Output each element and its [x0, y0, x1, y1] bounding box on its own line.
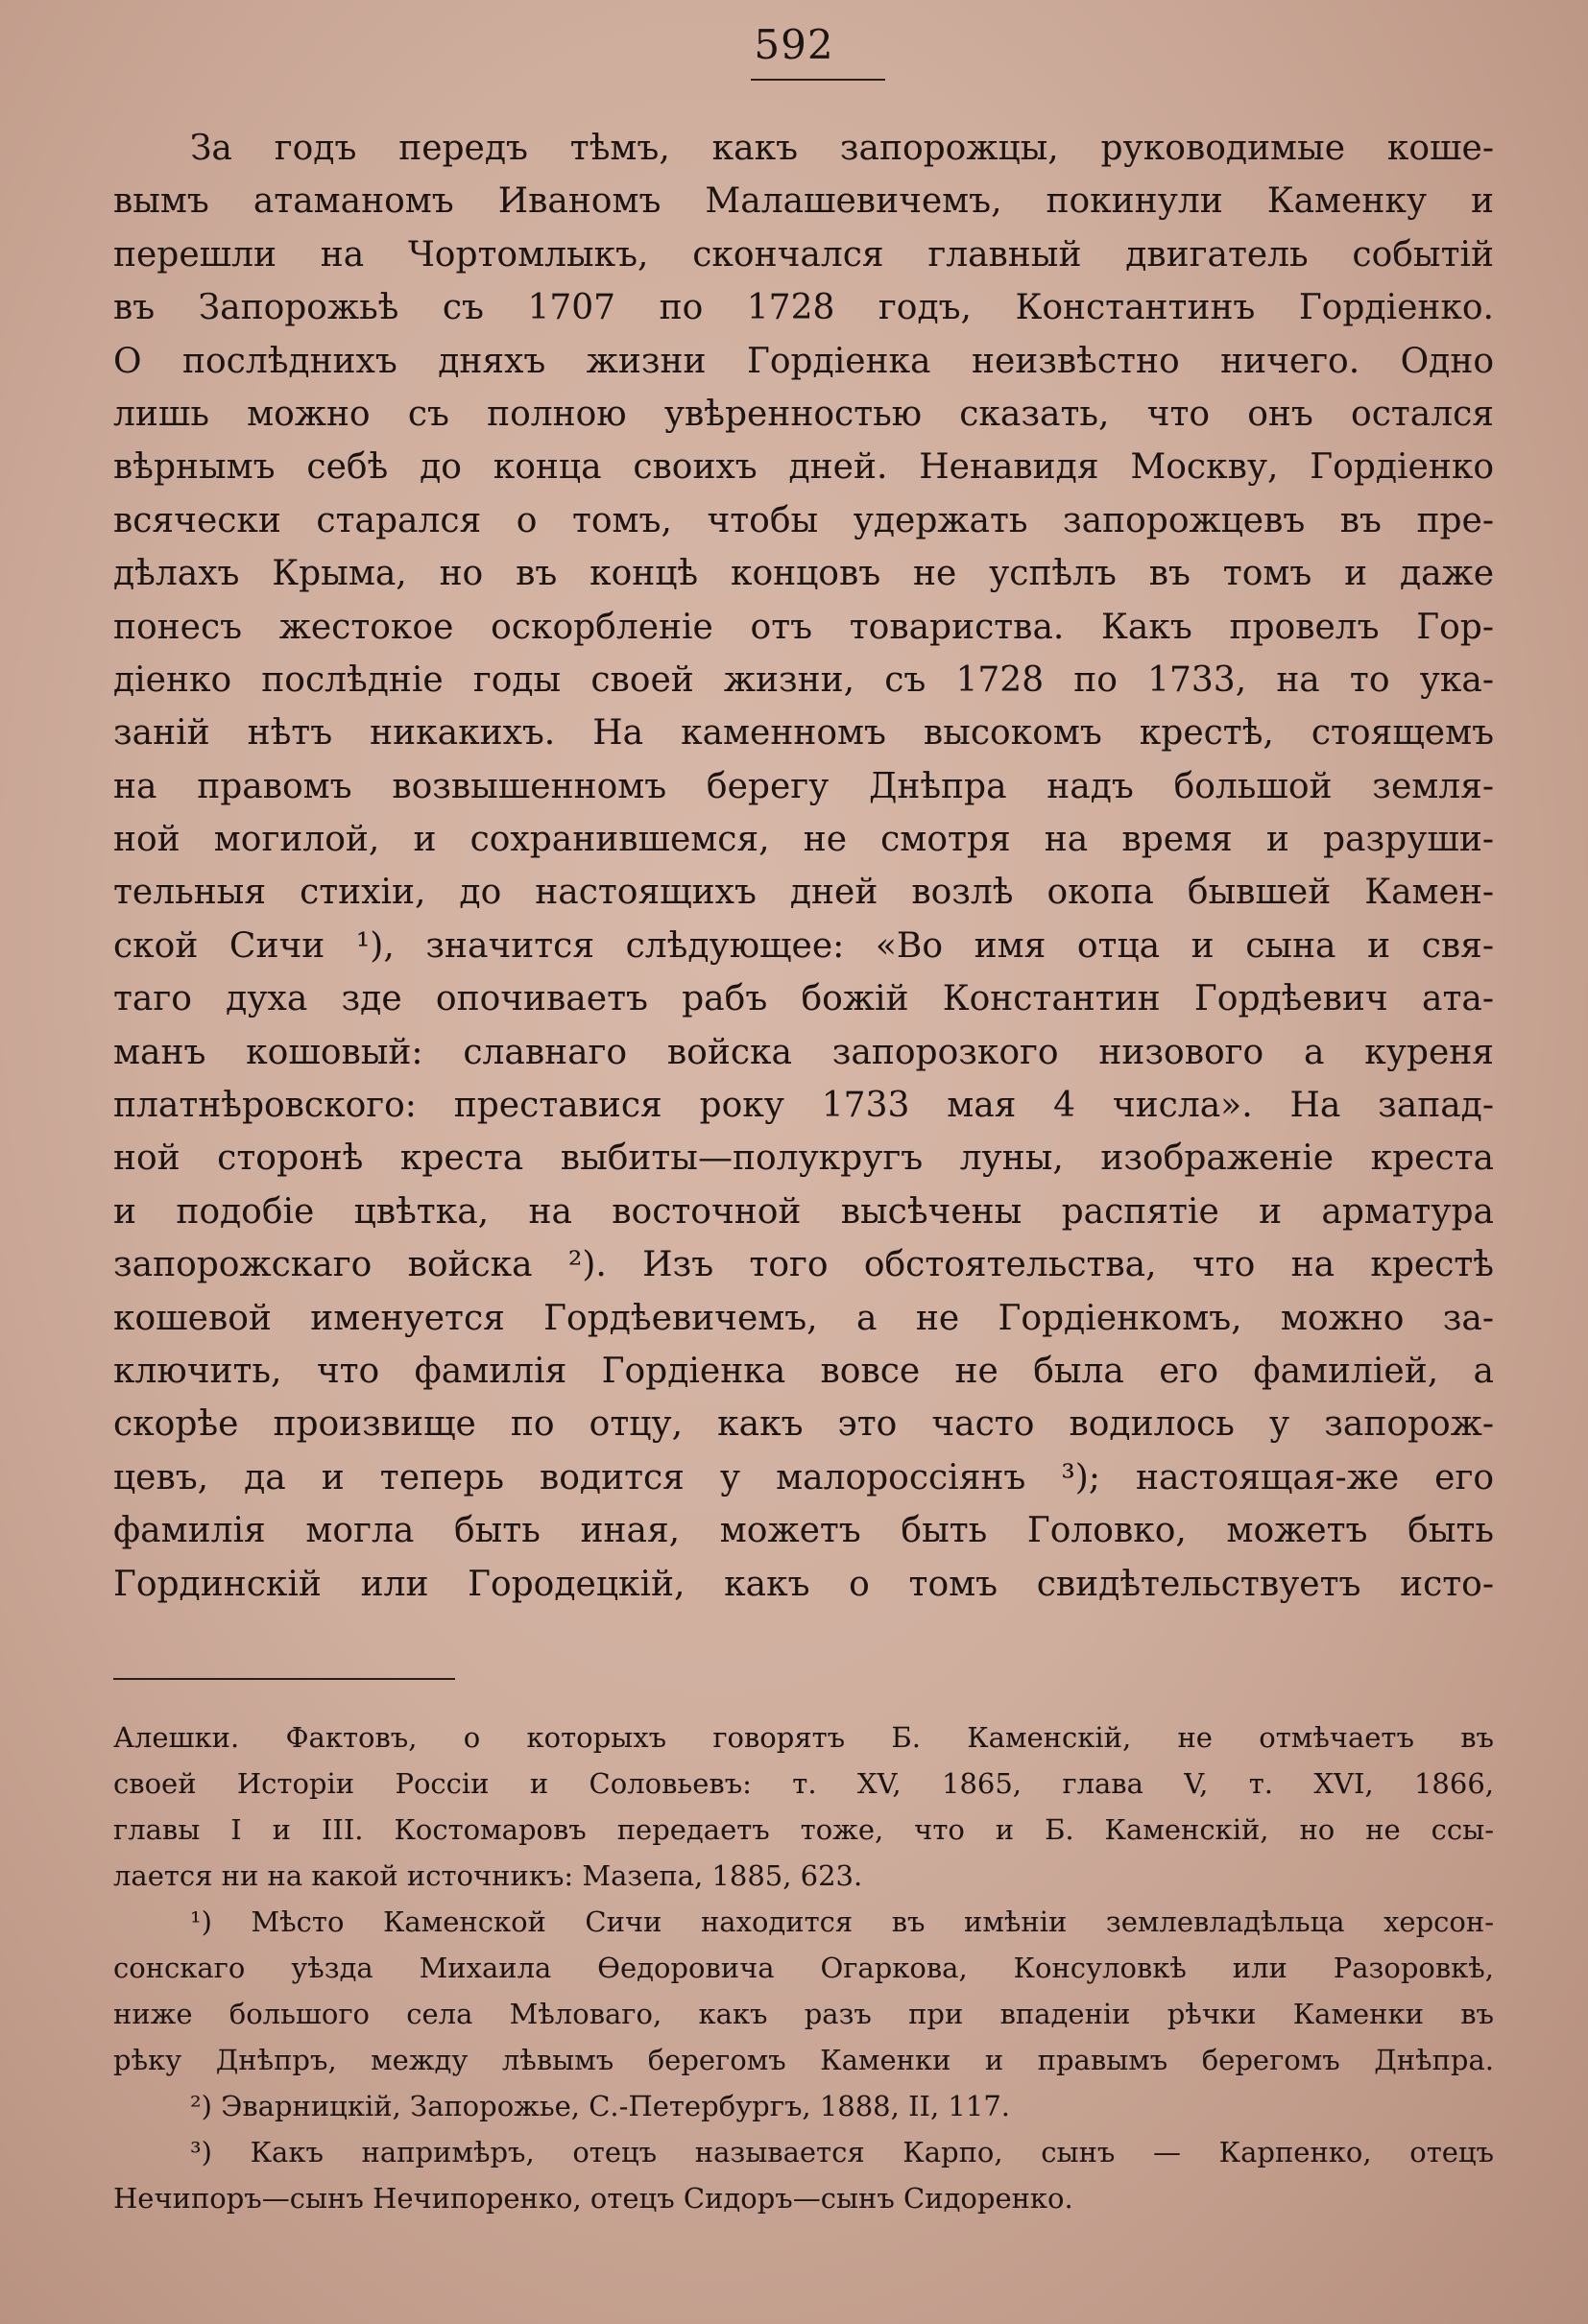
footnote-2: ²) Эварницкій, Запорожье, С.-Петербургъ, 1888, II, 117. — [190, 2090, 1010, 2122]
text-line: За годъ передъ тѣмъ, какъ запорожцы, руководимые коше- — [190, 129, 1494, 168]
page-number: 592 — [754, 21, 834, 68]
main-text — [113, 122, 1494, 1611]
footnote-line: лается ни на какой источникъ: Мазепа, 1885, 623. — [113, 1859, 863, 1892]
page-number-rule — [751, 79, 885, 81]
text-line: на правомъ возвышенномъ берегу Днѣпра надъ большой земля- — [113, 766, 1494, 806]
footnote-line: рѣку Днѣпръ, между лѣвымъ берегомъ Каменки и правымъ берегомъ Днѣпра. — [113, 2044, 1494, 2076]
footnote-line: Алешки. Фактовъ, о которыхъ говорятъ Б. Каменскій, не отмѣчаетъ въ — [113, 1721, 1494, 1754]
text-line: вымъ атаманомъ Иваномъ Малашевичемъ, покинули Каменку и — [113, 181, 1494, 222]
text-line: кошевой именуется Гордѣевичемъ, а не Гордіенкомъ, можно за- — [113, 1298, 1494, 1338]
text-line: дѣлахъ Крыма, но въ концѣ концовъ не успѣлъ въ томъ и даже — [113, 554, 1494, 594]
text-line: ской Сичи ¹), значится слѣдующее: «Во имя отца и сына и свя- — [113, 925, 1494, 966]
text-line: въ Запорожьѣ съ 1707 по 1728 годъ, Константинъ Гордіенко. — [113, 288, 1494, 328]
text-line: О послѣднихъ дняхъ жизни Гордіенка неизвѣстно ничего. Одно — [113, 341, 1494, 381]
footnote-line: Нечипоръ—сынъ Нечипоренко, отецъ Сидоръ—сынъ Сидоренко. — [113, 2182, 1073, 2215]
text-line: и подобіе цвѣтка, на восточной высѣчены распятіе и арматура — [113, 1191, 1494, 1232]
text-line: перешли на Чортомлыкъ, скончался главный двигатель событій — [113, 234, 1494, 275]
text-line: заній нѣтъ никакихъ. На каменномъ высокомъ крестѣ, стоящемъ — [113, 713, 1494, 754]
text-line: скорѣе произвище по отцу, какъ это часто водилось у запорож- — [113, 1404, 1494, 1445]
footnotes — [113, 1714, 1494, 2221]
text-line: ной могилой, и сохранившемся, не смотря на время и разруши- — [113, 820, 1494, 860]
text-line: тельныя стихіи, до настоящихъ дней возлѣ окопа бывшей Камен- — [113, 873, 1494, 913]
text-line: ной сторонѣ креста выбиты—полукругъ луны, изображеніе креста — [113, 1138, 1494, 1179]
text-line: діенко послѣдніе годы своей жизни, съ 1728 по 1733, на то ука- — [113, 659, 1494, 700]
footnote-line: сонскаго уѣзда Михаила Ѳедоровича Огаркова, Консуловкѣ или Разоровкѣ, — [113, 1952, 1494, 1984]
footnote-line: своей Исторіи Россіи и Соловьевъ: т. XV, 1865, глава V, т. XVI, 1866, — [113, 1767, 1494, 1800]
text-line: вѣрнымъ себѣ до конца своихъ дней. Ненавидя Москву, Гордіенко — [113, 447, 1494, 488]
text-line: понесъ жестокое оскорбленіе отъ товариства. Какъ провелъ Гор- — [113, 607, 1494, 647]
footnote-1: ¹) Мѣсто Каменской Сичи находится въ имѣніи землевладѣльца херсон- — [190, 1905, 1494, 1938]
text-line: платнѣровского: преставися року 1733 мая 4 числа». На запад- — [113, 1086, 1494, 1126]
footnote-3: ³) Какъ напримѣръ, отецъ называется Карпо, сынъ — Карпенко, отецъ — [190, 2136, 1494, 2168]
text-line: всячески старался о томъ, чтобы удержать запорожцевъ въ пре- — [113, 500, 1494, 540]
text-line: лишь можно съ полною увѣренностью сказать, что онъ остался — [113, 394, 1494, 434]
text-line: фамилія могла быть иная, можетъ быть Головко, можетъ быть — [113, 1511, 1494, 1551]
text-line: манъ кошовый: славнаго войска запорозкого низового а куреня — [113, 1032, 1494, 1072]
text-line: цевъ, да и теперь водится у малороссіянъ ³); настоящая-же его — [113, 1457, 1494, 1497]
footnote-rule — [113, 1678, 455, 1680]
text-line: запорожскаго войска ²). Изъ того обстоятельства, что на крестѣ — [113, 1245, 1494, 1285]
text-line: ключить, что фамилія Гордіенка вовсе не была его фамиліей, а — [113, 1351, 1494, 1391]
text-line: Гординскій или Городецкій, какъ о томъ свидѣтельствуетъ исто- — [113, 1564, 1494, 1604]
footnote-line: главы I и III. Костомаровъ передаетъ тоже, что и Б. Каменскій, но не ссы- — [113, 1813, 1494, 1846]
text-line: таго духа зде опочиваетъ рабъ божій Константин Гордѣевич ата- — [113, 979, 1494, 1019]
footnote-line: ниже большого села Мѣловаго, какъ разъ при впаденіи рѣчки Каменки въ — [113, 1998, 1494, 2030]
